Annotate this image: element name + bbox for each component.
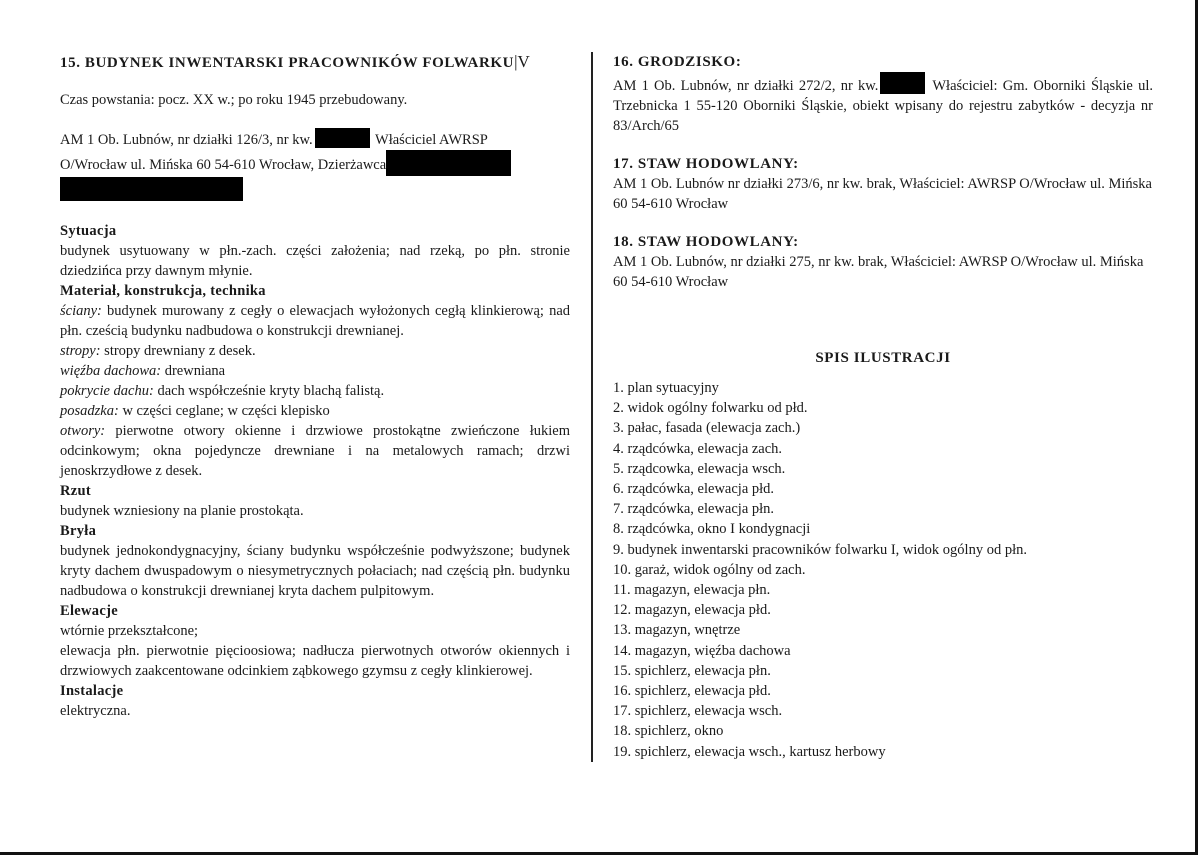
address-line-1 — [60, 128, 570, 150]
right-column — [613, 52, 1153, 762]
pokrycie-label: pokrycie dachu: — [60, 383, 154, 399]
elewacje-heading: Elewacje — [60, 603, 118, 619]
illustration-item: 12. magazyn, elewacja płd. — [613, 602, 771, 619]
instalacje-text: elektryczna. — [60, 703, 131, 719]
section-17-heading: 17. STAW HODOWLANY: — [613, 156, 799, 172]
otwory-value: pierwotne otwory okienne i drzwiowe prostokątne zwieńczone łukiem odcinkowym; okna pojedyncze drewniane i na metalowych ramach; drzwi jenoskrzydłowe z desek. — [60, 423, 570, 479]
wiezba-value: drewniana — [161, 363, 226, 379]
section-17-text: AM 1 Ob. Lubnów nr działki 273/6, nr kw. brak, Właściciel: AWRSP O/Wrocław ul. Mińska 60 54-610 Wrocław — [613, 176, 1152, 212]
wiezba-text — [60, 361, 570, 381]
instalacje-heading: Instalacje — [60, 683, 124, 699]
wiezba-label: więźba dachowa: — [60, 363, 162, 379]
redaction-kw-16 — [880, 72, 925, 94]
sciany-label: ściany: — [60, 303, 102, 319]
posadzka-text — [60, 401, 570, 421]
illustration-item: 1. plan sytuacyjny — [613, 380, 719, 396]
redaction-dzierzawca-line-2 — [60, 177, 243, 201]
section-16-heading: 16. GRODZISKO: — [613, 54, 742, 70]
section-18-text: AM 1 Ob. Lubnów, nr działki 275, nr kw. brak, Właściciel: AWRSP O/Wrocław ul. Mińska 60 54-610 Wrocław — [613, 254, 1144, 290]
illustration-item: 14. magazyn, więźba dachowa — [613, 642, 791, 659]
illustration-item: 7. rządcówka, elewacja płn. — [613, 501, 775, 518]
rzut-text: budynek wzniesiony na planie prostokąta. — [60, 503, 304, 519]
illustration-item: 9. budynek inwentarski pracowników folwarku I, widok ogólny od płn. — [613, 541, 1027, 558]
section-15-title-suffix: |V — [514, 52, 530, 71]
redaction-kw — [315, 128, 370, 148]
pokrycie-text — [60, 381, 570, 401]
otwory-label: otwory: — [60, 423, 106, 439]
illustration-item: 13. magazyn, wnętrze — [613, 622, 741, 639]
section-16-text — [613, 72, 1153, 136]
illustration-item: 10. garaż, widok ogólny od zach. — [613, 561, 806, 578]
stropy-value: stropy drewniany z desek. — [100, 343, 256, 359]
material-heading: Materiał, konstrukcja, technika — [60, 283, 266, 299]
section-16-part-2: Właściciel: Gm. Oborniki Śląskie ul. Trzebnicka 1 55-120 Oborniki Śląskie, obiekt wpisany do rejestru zabytków - decyzja nr 83/Arch/65 — [613, 78, 1153, 134]
illustration-item: 5. rządcowka, elewacja wsch. — [613, 460, 786, 477]
stropy-text — [60, 341, 570, 361]
illustration-item: 6. rządcówka, elewacja płd. — [613, 481, 775, 498]
section-18-heading: 18. STAW HODOWLANY: — [613, 234, 799, 250]
section-15-title: 15. BUDYNEK INWENTARSKI PRACOWNIKÓW FOLWARKU — [60, 55, 515, 71]
illustration-item: 19. spichlerz, elewacja wsch., kartusz herbowy — [613, 743, 886, 760]
column-divider — [591, 52, 593, 762]
spis-ilustracji-heading: SPIS ILUSTRACJI — [815, 350, 951, 366]
section-15-heading — [60, 52, 570, 72]
illustration-item: 2. widok ogólny folwarku od płd. — [613, 400, 808, 417]
illustration-item: 3. pałac, fasada (elewacja zach.) — [613, 420, 801, 437]
illustration-item: 4. rządcówka, elewacja zach. — [613, 440, 783, 457]
posadzka-value: w części ceglane; w części klepisko — [118, 403, 330, 419]
sciany-text — [60, 301, 570, 341]
illustration-item: 11. magazyn, elewacja płn. — [613, 582, 771, 599]
illustration-item: 16. spichlerz, elewacja płd. — [613, 683, 771, 700]
section-16-part-1: AM 1 Ob. Lubnów, nr działki 272/2, nr kw. — [613, 78, 879, 94]
redaction-dzierzawca — [386, 150, 511, 176]
bryla-text: budynek jednokondygnacyjny, ściany budynku współcześnie podwyższone; budynek kryty dachem dwuspadowym o niesymetrycznych połaciach; nad częścią płn. budynku nadbudowa o konstrukcji drewnianej kryta dachem pulpitowym. — [60, 543, 570, 599]
rzut-heading: Rzut — [60, 483, 91, 499]
illustration-item: 15. spichlerz, elewacja płn. — [613, 662, 771, 679]
address-part-1: AM 1 Ob. Lubnów, nr działki 126/3, nr kw. — [60, 132, 313, 148]
address-part-2: Właściciel AWRSP — [375, 132, 488, 148]
illustration-item: 8. rządcówka, okno I kondygnacji — [613, 521, 811, 538]
elewacje-text-1: wtórnie przekształcone; — [60, 623, 199, 639]
bryla-heading: Bryła — [60, 523, 97, 539]
illustration-item: 18. spichlerz, okno — [613, 723, 724, 740]
sciany-value: budynek murowany z cegły o elewacjach wyłożonych cegłą klinkierową; nad płn. cześcią budynku nadbudowa o konstrukcji drewnianej. — [60, 303, 570, 339]
sytuacja-heading: Sytuacja — [60, 223, 117, 239]
pokrycie-value: dach współcześnie kryty blachą falistą. — [153, 383, 385, 399]
posadzka-label: posadzka: — [60, 403, 119, 419]
address-line-2-text: O/Wrocław ul. Mińska 60 54-610 Wrocław, Dzierżawca — [60, 157, 387, 173]
illustrations-list — [613, 378, 1153, 762]
otwory-text — [60, 421, 570, 481]
sytuacja-text: budynek usytuowany w płn.-zach. części założenia; nad rzeką, po płn. stronie dziedzińca przy dawnym młynie. — [60, 243, 570, 279]
stropy-label: stropy: — [60, 343, 101, 359]
left-column — [60, 52, 570, 721]
illustration-item: 17. spichlerz, elewacja wsch. — [613, 703, 783, 720]
address-line-2 — [60, 150, 570, 176]
czas-powstania: Czas powstania: pocz. XX w.; po roku 1945 przebudowany. — [60, 92, 408, 108]
elewacje-text-2: elewacja płn. pierwotnie pięcioosiowa; nadłucza pierwotnych otworów okiennych i drzwiowych zaakcentowane odcinkiem ząbkowego gzymsu z cegły klinkierowej. — [60, 643, 570, 679]
